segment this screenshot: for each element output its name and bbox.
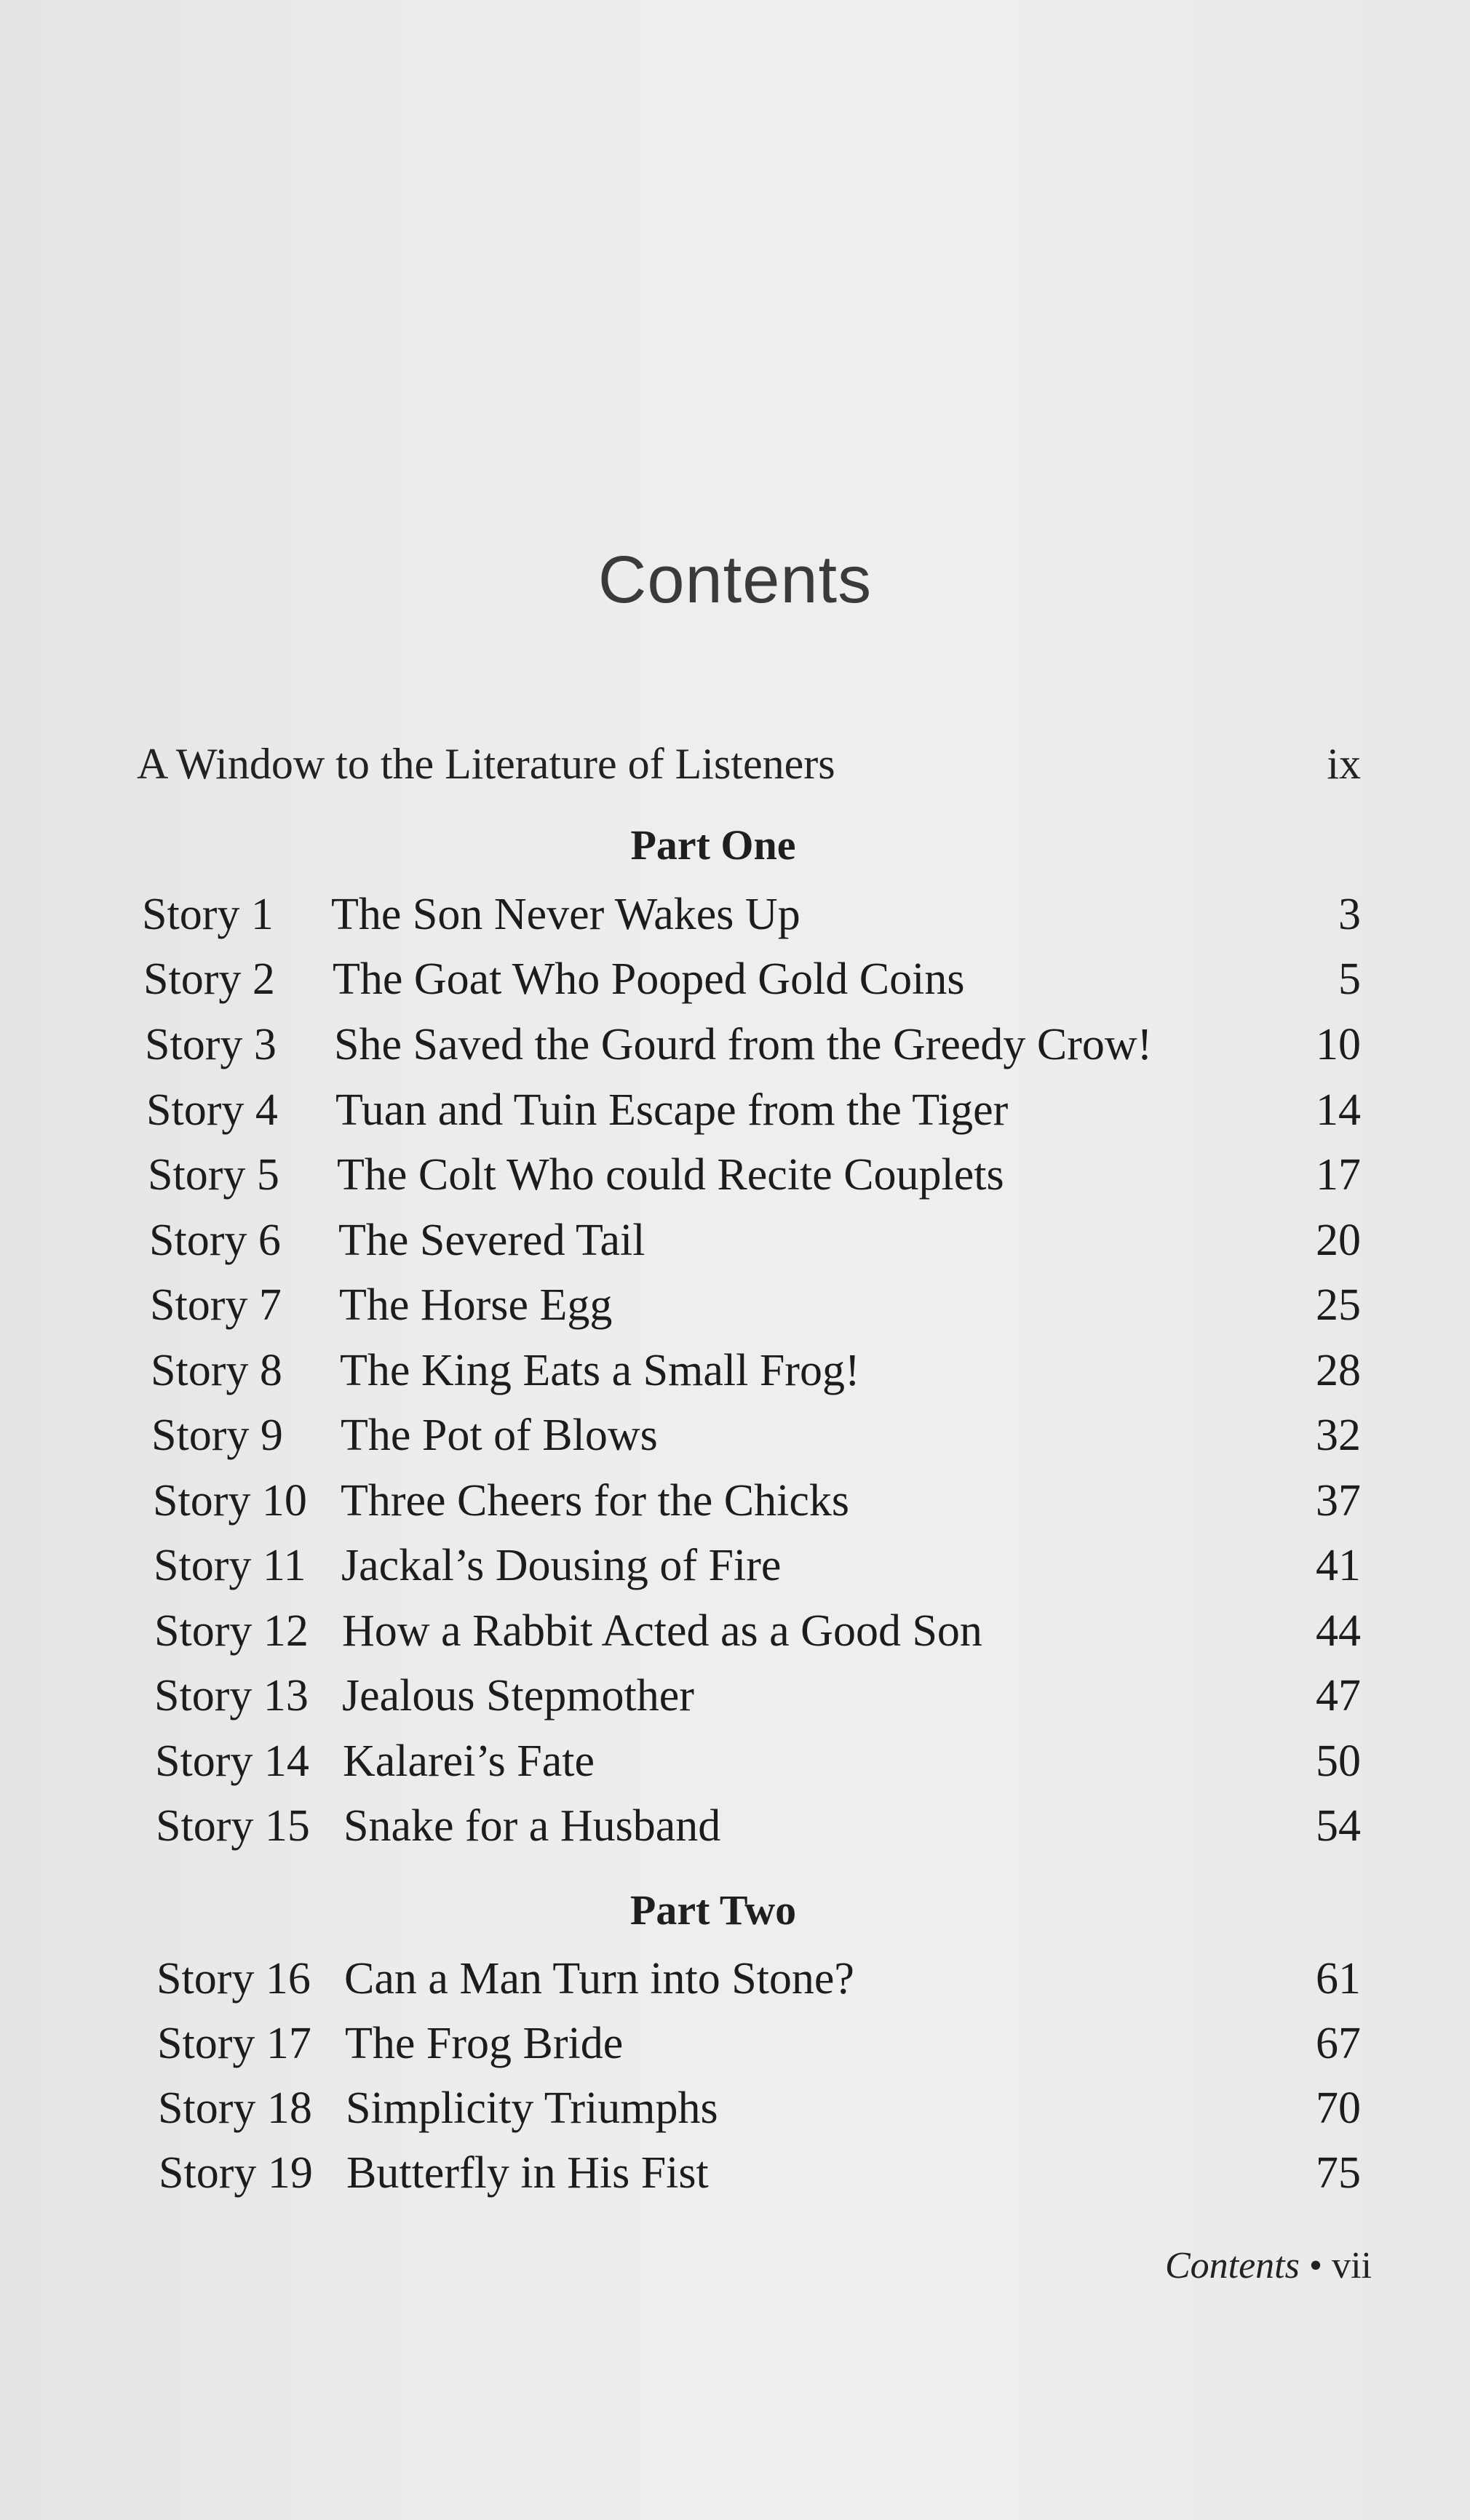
story-page-number: 41 [1316,1541,1361,1590]
intro-page-number: ix [1327,740,1361,788]
story-page-number: 70 [1316,2084,1361,2133]
story-title: How a Rabbit Acted as a Good Son [342,1606,982,1656]
story-label: Story 7 [150,1280,282,1330]
story-title: The Frog Bride [345,2019,624,2068]
story-label: Story 2 [143,954,275,1004]
toc-story-row [148,1146,1361,1204]
story-page-number: 47 [1316,1671,1361,1720]
story-title: Three Cheers for the Chicks [341,1476,849,1526]
story-label: Story 19 [159,2148,313,2198]
toc-story-row [156,1797,1361,1855]
toc-story-row [145,1016,1361,1074]
story-page-number: 37 [1316,1476,1361,1526]
story-title: Snake for a Husband [343,1801,721,1851]
story-page-number: 32 [1316,1411,1361,1460]
story-title: The Severed Tail [338,1216,645,1265]
story-label: Story 3 [145,1020,277,1069]
story-page-number: 14 [1316,1085,1361,1135]
story-title: Tuan and Tuin Escape from the Tiger [335,1085,1009,1135]
toc-story-row [156,1950,1361,2008]
story-title: The Goat Who Pooped Gold Coins [333,954,965,1004]
story-page-number: 20 [1316,1216,1361,1265]
page-title: Contents [597,543,873,617]
toc-story-row [142,885,1361,944]
story-label: Story 8 [151,1346,282,1395]
story-label: Story 16 [156,1954,311,2003]
story-page-number: 25 [1316,1280,1361,1330]
story-page-number: 28 [1316,1346,1361,1395]
toc-story-row [154,1602,1361,1660]
story-label: Story 9 [151,1411,283,1460]
toc-story-row [146,1081,1361,1139]
story-label: Story 15 [156,1801,310,1851]
story-title: The Colt Who could Recite Couplets [337,1150,1004,1200]
story-title: Jackal’s Dousing of Fire [341,1541,782,1590]
story-title: Jealous Stepmother [342,1671,694,1720]
story-title: The King Eats a Small Frog! [340,1346,860,1395]
story-page-number: 10 [1316,1020,1361,1069]
story-label: Story 5 [148,1150,279,1200]
toc-story-row [151,1341,1361,1400]
story-title: Butterfly in His Fist [346,2148,709,2198]
story-page-number: 67 [1316,2019,1361,2068]
toc-story-row [153,1472,1361,1530]
story-page-number: 54 [1316,1801,1361,1851]
part-two-heading: Part Two [629,1886,797,1934]
story-label: Story 10 [153,1476,307,1526]
story-page-number: 5 [1338,954,1361,1004]
story-title: Simplicity Triumphs [346,2084,718,2133]
toc-story-row [151,1406,1361,1464]
story-title: Can a Man Turn into Stone? [344,1954,854,2003]
toc-story-row [158,2079,1361,2137]
toc-story-row [150,1276,1361,1334]
story-page-number: 50 [1316,1737,1361,1786]
story-label: Story 4 [146,1085,278,1135]
toc-story-row [155,1732,1361,1790]
toc-story-row [143,950,1361,1008]
toc-story-row [149,1211,1361,1269]
page-footer [1165,2244,1372,2287]
intro-title: A Window to the Literature of Listeners [137,740,835,788]
toc-intro-row [137,735,1361,793]
story-label: Story 1 [142,890,274,939]
story-page-number: 61 [1316,1954,1361,2003]
story-label: Story 12 [154,1606,309,1656]
story-page-number: 44 [1316,1606,1361,1656]
part-one-heading: Part One [630,821,796,869]
story-title: Kalarei’s Fate [343,1737,595,1786]
story-page-number: 75 [1316,2148,1361,2198]
toc-story-row [154,1667,1361,1725]
story-title: The Horse Egg [339,1280,613,1330]
footer-section: Contents [1164,2245,1300,2286]
story-label: Story 17 [157,2019,311,2068]
footer-page-number: vii [1332,2245,1372,2286]
story-label: Story 18 [158,2084,312,2133]
story-page-number: 3 [1338,890,1361,939]
story-page-number: 17 [1316,1150,1361,1200]
story-title: She Saved the Gourd from the Greedy Crow! [334,1020,1153,1069]
story-label: Story 13 [154,1671,309,1720]
story-title: The Son Never Wakes Up [331,890,800,939]
story-label: Story 6 [149,1216,281,1265]
story-title: The Pot of Blows [341,1411,658,1460]
toc-story-row [154,1536,1361,1595]
story-label: Story 14 [155,1737,309,1786]
toc-story-row [157,2014,1361,2073]
footer-separator: • [1308,2245,1323,2286]
toc-story-row [159,2144,1361,2202]
story-label: Story 11 [154,1541,306,1590]
